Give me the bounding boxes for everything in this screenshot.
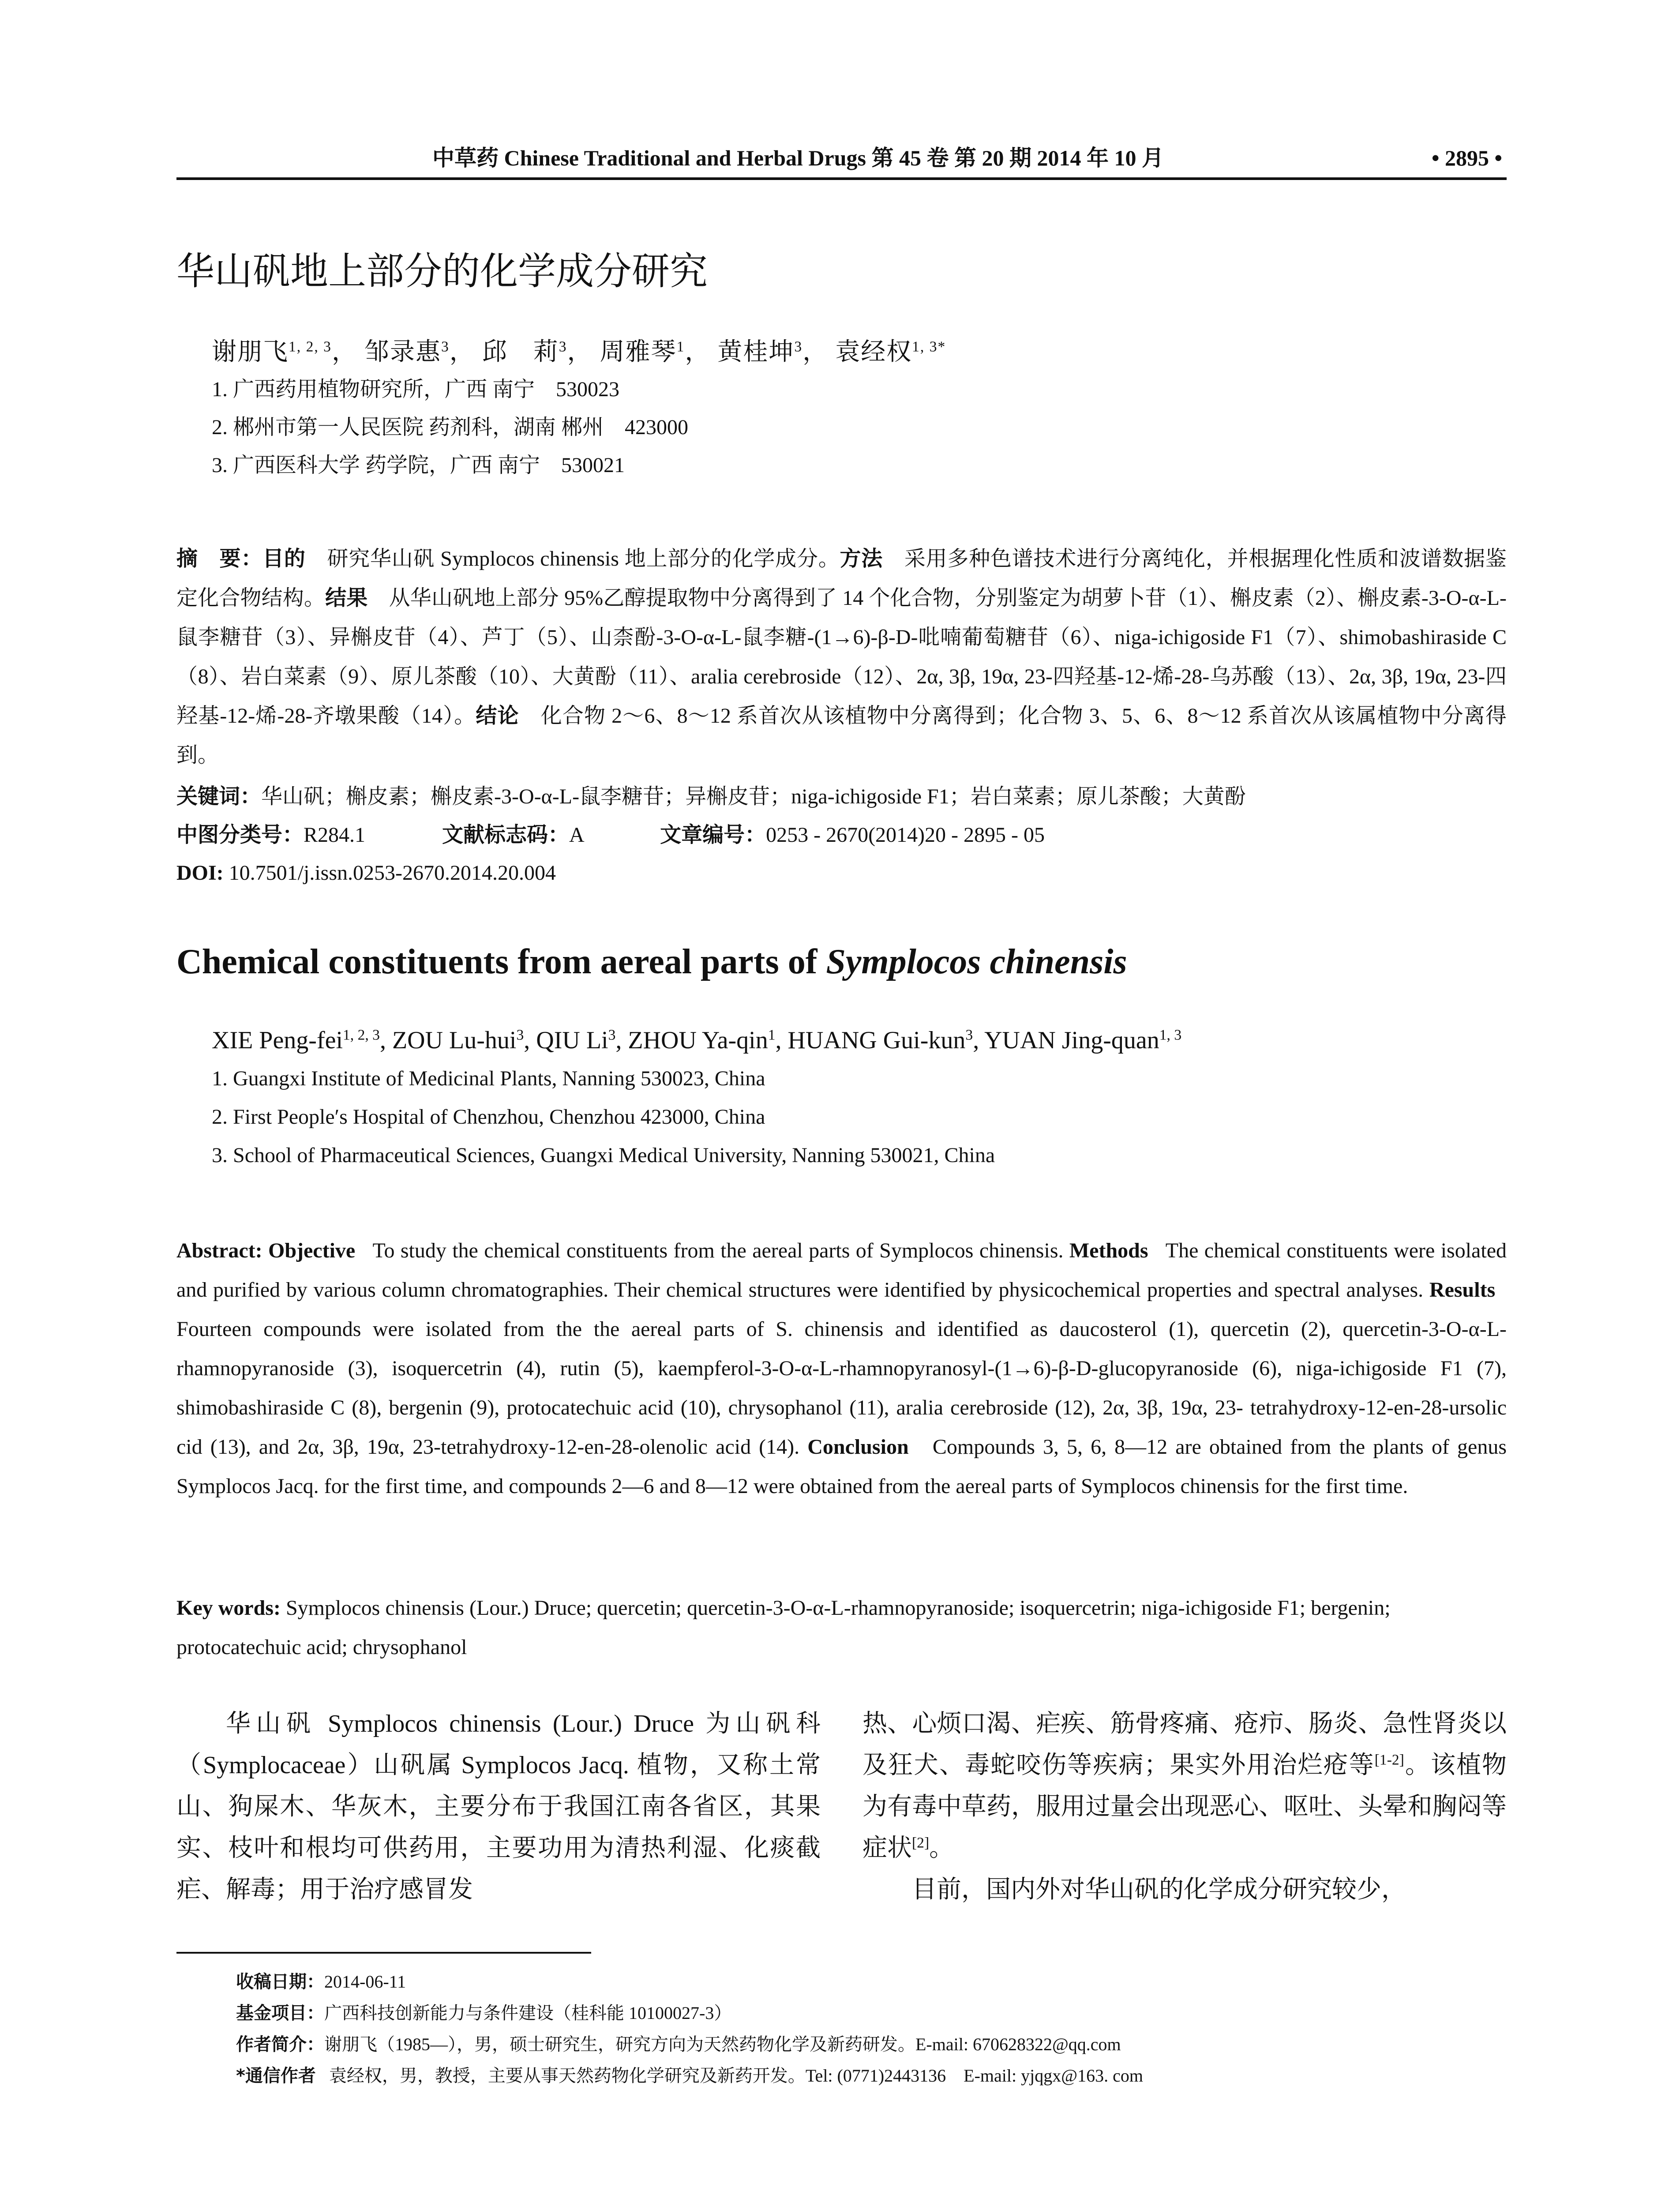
abstract-label: Abstract: [176, 1239, 262, 1262]
body-column-right [862, 1703, 1507, 1910]
english-title [176, 935, 1127, 988]
author-affil: 3 [608, 1027, 616, 1043]
footnote-fund [236, 2000, 731, 2026]
keywords-text: Symplocos chinensis (Lour.) Druce; quercetin; quercetin-3-O-α-L-rhamnopyranoside; isoquercetrin; niga-ichigoside F1; bergenin; protocatechuic acid; chrysophanol [176, 1596, 1391, 1659]
author-sep: ， [331, 338, 357, 366]
methods-label: 方法 [840, 546, 883, 571]
received-label: 收稿日期： [236, 1972, 324, 1992]
author-affil: 1, 3* [912, 338, 946, 355]
corresponding-text: 袁经权，男，教授，主要从事天然药物化学研究及新药开发。Tel: (0771)2443136 E-mail: yjqgx@163. com [329, 2066, 1143, 2086]
author-name: 谢朋飞 [212, 338, 289, 366]
author-name: QIU Li [536, 1027, 608, 1054]
conclusion-text: Compounds 3, 5, 6, 8—12 are obtained from the plants of genus Symplocos Jacq. for the first time, and compounds 2—6 and 8—12 were obtained from the aereal parts of Symplocos chinensis for the first time. [176, 1435, 1507, 1498]
doi-line [176, 855, 556, 891]
author-sep: , [615, 1027, 628, 1054]
english-authors [212, 1023, 1181, 1058]
author-sep: , [379, 1027, 392, 1054]
author-sep: ， [685, 338, 711, 366]
author-name: 周雅琴 [600, 338, 677, 366]
objective-label: Objective [268, 1239, 356, 1262]
author-bio-text: 谢朋飞（1985—），男，硕士研究生，研究方向为天然药物化学及新药研发。E-mail: 670628322@qq.com [324, 2034, 1121, 2054]
abstract-label: 摘 要： [176, 546, 263, 571]
author-name: ZHOU Ya-qin [628, 1027, 768, 1054]
author-affil: 1, 2, 3 [289, 338, 332, 355]
methods-text: The chemical constituents were isolated and purified by various column chromatographies. Their chemical structures were identified by physicochemical properties and spectral analyses. [176, 1239, 1507, 1302]
clc-label: 中图分类号： [176, 822, 304, 847]
footnote-received [236, 1969, 406, 1995]
keywords-text: 华山矾；槲皮素；槲皮素-3-O-α-L-鼠李糖苷；异槲皮苷；niga-ichigoside F1；岩白菜素；原儿茶酸；大黄酚 [261, 785, 1246, 808]
author-affil: 1, 2, 3 [343, 1027, 380, 1043]
article-number-value: 0253 - 2670(2014)20 - 2895 - 05 [766, 823, 1045, 847]
results-label: Results [1429, 1278, 1496, 1302]
page-number: • 2895 • [1431, 146, 1502, 170]
article-number-label: 文章编号： [660, 822, 766, 847]
methods-text: 采用多种色谱技术进行分离纯化，并根据理化性质和波谱数据鉴定化合物结构。 [176, 547, 1507, 610]
author-name: 邹录惠 [364, 338, 441, 366]
english-affiliation-2: 2. First People′s Hospital of Chenzhou, Chenzhou 423000, China [212, 1105, 765, 1129]
author-sep: ， [449, 338, 475, 366]
english-title-text: Chemical constituents from aereal parts of [176, 942, 826, 981]
header-rule [176, 177, 1507, 180]
doi-value: 10.7501/j.issn.0253-2670.2014.20.004 [229, 861, 556, 885]
results-label: 结果 [325, 585, 368, 610]
author-affil: 3 [965, 1027, 973, 1043]
chinese-abstract [176, 539, 1507, 775]
body-text: 。该植物为有毒中草药，服用过量会出现恶心、呕吐、头晕和胸闷等症状 [862, 1752, 1507, 1862]
english-keywords [176, 1588, 1507, 1667]
fund-label: 基金项目： [236, 2003, 324, 2023]
citation: [1-2] [1374, 1752, 1404, 1768]
author-name: 袁经权 [835, 338, 912, 366]
body-text: 热、心烦口渴、疟疾、筋骨疼痛、疮疖、肠炎、急性肾炎以及狂犬、毒蛇咬伤等疾病；果实外用治烂疮等 [862, 1710, 1507, 1779]
received-date: 2014-06-11 [324, 1972, 406, 1992]
fund-text: 广西科技创新能力与条件建设（桂科能 10100027-3） [324, 2003, 732, 2023]
chinese-authors [212, 334, 946, 370]
author-name: XIE Peng-fei [212, 1027, 343, 1054]
doccode-value: A [569, 823, 584, 847]
author-name: 邱 莉 [482, 338, 559, 366]
results-text: 从华山矾地上部分 95%乙醇提取物中分离得到了 14 个化合物，分别鉴定为胡萝卜苷（1）、槲皮素（2）、槲皮素-3-O-α-L-鼠李糖苷（3）、异槲皮苷（4）、芦丁（5）、山柰酚-3-O-α-L-鼠李糖-(1→6)-β-D-吡喃葡萄糖苷（6）、niga-ichigoside F1（7）、shimobashiraside C（8）、岩白菜素（9）、原儿茶酸（10）、大黄酚（11）、aralia cerebroside（12）、2α, 3β, 19α, 23-四羟基-12-烯-28-乌苏酸（13）、2α, 3β, 19α, 23-四羟基-12-烯-28-齐墩果酸（14）。 [176, 586, 1507, 728]
chinese-affiliation-1: 1. 广西药用植物研究所，广西 南宁 530023 [212, 378, 620, 401]
author-sep: , [775, 1027, 788, 1054]
author-affil: 3 [441, 338, 450, 355]
author-sep: , [973, 1027, 985, 1054]
methods-label: Methods [1069, 1239, 1148, 1262]
keywords-label: 关键词： [176, 784, 262, 809]
body-column-left [176, 1703, 821, 1910]
results-text: Fourteen compounds were isolated from the the aereal parts of S. chinensis and identified as daucosterol (1), quercetin (2), quercetin-3-O-α-L-rhamnopyranoside (3), isoquercetrin (4), rutin (5), kaempferol-3-O-α-L-rhamnopyranosyl-(1→6)-β-D-glucopyranoside (6), niga-ichigoside F1 (7), shimobashiraside C (8), bergenin (9), protocatechuic acid (10), chrysophanol (11), aralia cerebroside (12), 2α, 3β, 19α, 23- tetrahydroxy-12-en-28-ursolic cid (13), and 2α, 3β, 19α, 23-tetrahydroxy-12-en-28-olenolic acid (14). [176, 1317, 1507, 1459]
author-name: YUAN Jing-quan [984, 1027, 1159, 1054]
author-name: 黄桂坤 [717, 338, 795, 366]
author-affil: 3 [516, 1027, 524, 1043]
conclusion-label: Conclusion [807, 1435, 909, 1459]
author-bio-label: 作者简介： [236, 2034, 324, 2055]
english-abstract [176, 1231, 1507, 1506]
chinese-keywords [176, 779, 1246, 814]
citation: [2] [912, 1835, 930, 1851]
author-affil: 3 [559, 338, 567, 355]
doi-label: DOI: [176, 861, 224, 885]
objective-label: 目的 [262, 546, 306, 571]
author-affil: 3 [794, 338, 803, 355]
footnote-author [236, 2031, 1121, 2058]
objective-text: To study the chemical constituents from the aereal parts of Symplocos chinensis. [372, 1239, 1064, 1262]
chinese-title: 华山矾地上部分的化学成分研究 [176, 249, 708, 293]
author-sep: , [524, 1027, 536, 1054]
footnote-rule [176, 1952, 591, 1954]
author-name: HUANG Gui-kun [788, 1027, 966, 1054]
english-title-species: Symplocos chinensis [826, 942, 1127, 981]
author-affil: 1 [676, 338, 685, 355]
author-affil: 1 [768, 1027, 776, 1043]
body-paragraph: 目前，国内外对华山矾的化学成分研究较少， [912, 1876, 1406, 1903]
keywords-label: Key words: [176, 1596, 281, 1620]
author-sep: ， [802, 338, 829, 366]
author-affil: 1, 3 [1159, 1027, 1182, 1043]
english-affiliation-3: 3. School of Pharmaceutical Sciences, Guangxi Medical University, Nanning 530021, China [212, 1144, 995, 1167]
footnote-corresponding [236, 2063, 1143, 2089]
body-text: 。 [929, 1835, 954, 1862]
body-paragraph [862, 1703, 1507, 1869]
english-affiliation-1: 1. Guangxi Institute of Medicinal Plants, Nanning 530023, China [212, 1067, 765, 1090]
corresponding-label: *通信作者 [236, 2066, 316, 2086]
objective-text: 研究华山矾 Symplocos chinensis 地上部分的化学成分。 [327, 547, 840, 570]
body-paragraph: 华山矾 Symplocos chinensis (Lour.) Druce 为山矾科（Symplocaceae）山矾属 Symplocos Jacq. 植物，又称土常山、狗屎木、华灰木，主要分布于我国江南各省区，其果实、枝叶和根均可供药用，主要功用为清热利湿、化痰截疟、解毒；用于治疗感冒发 [176, 1710, 821, 1903]
journal-header: 中草药 Chinese Traditional and Herbal Drugs 第 45 卷 第 20 期 2014 年 10 月 [432, 146, 1164, 170]
running-header [176, 140, 1507, 176]
author-name: ZOU Lu-hui [392, 1027, 517, 1054]
author-sep: ， [567, 338, 593, 366]
classification-line [176, 817, 1045, 853]
conclusion-label: 结论 [476, 703, 519, 728]
clc-value: R284.1 [304, 823, 366, 847]
chinese-affiliation-3: 3. 广西医科大学 药学院，广西 南宁 530021 [212, 454, 625, 477]
doccode-label: 文献标志码： [442, 822, 570, 847]
conclusion-text: 化合物 2～6、8～12 系首次从该植物中分离得到；化合物 3、5、6、8～12 系首次从该属植物中分离得到。 [176, 704, 1507, 767]
chinese-affiliation-2: 2. 郴州市第一人民医院 药剂科，湖南 郴州 423000 [212, 416, 689, 439]
